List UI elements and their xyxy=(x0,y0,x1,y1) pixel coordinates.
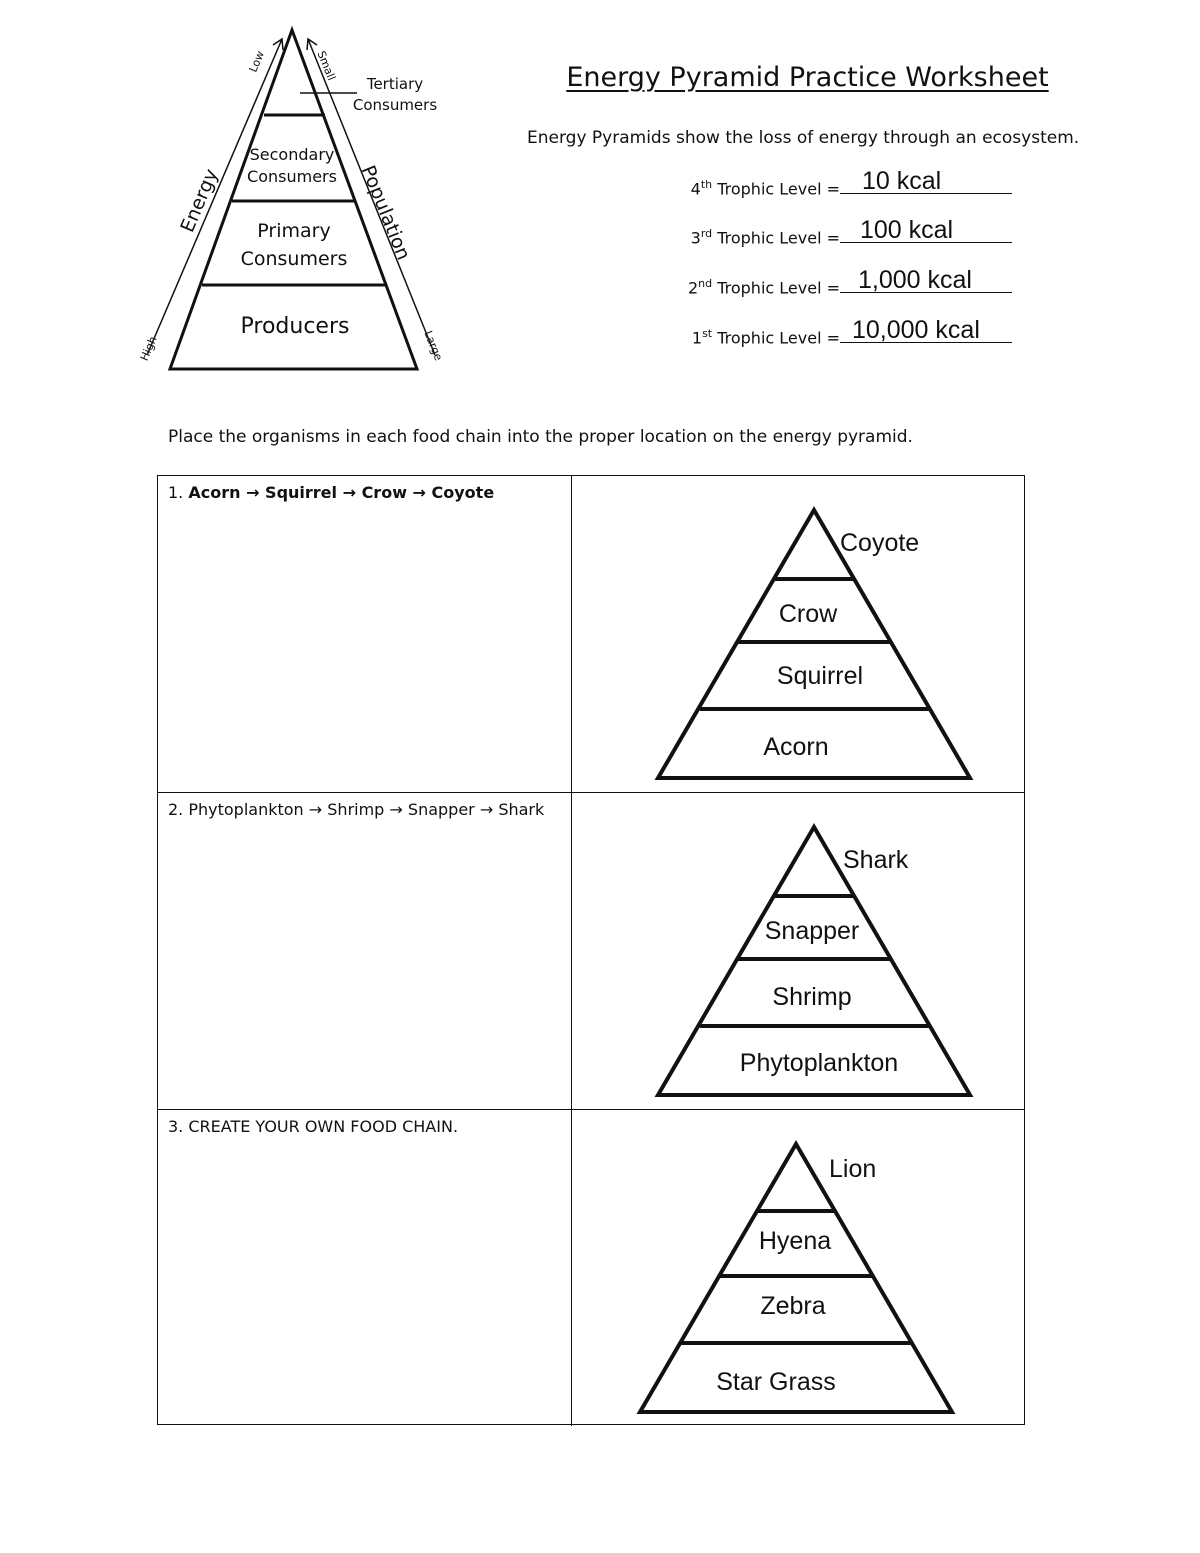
trophic-level-label: 3rd Trophic Level = xyxy=(690,226,840,247)
pyramid-level3-label: Hyena xyxy=(758,1227,832,1255)
pyramid-bottom-label: Star Grass xyxy=(716,1368,836,1396)
pyramid-top-label: Lion xyxy=(829,1155,877,1183)
food-chain-cell xyxy=(158,1110,572,1426)
producers-label: Producers xyxy=(240,314,350,339)
food-chain-pyramid xyxy=(572,476,1024,791)
pyramid-top-label: Coyote xyxy=(840,529,920,557)
food-chain-pyramid xyxy=(572,1110,1024,1425)
trophic-level-label: 1st Trophic Level = xyxy=(691,326,840,347)
food-chain-pyramid xyxy=(572,793,1024,1108)
pyramid-top-label: Shark xyxy=(843,846,909,874)
food-chain-text: 3. CREATE YOUR OWN FOOD CHAIN. xyxy=(168,1117,459,1136)
pyramid-bottom-label: Acorn xyxy=(763,733,829,761)
pyramid-level3-label: Snapper xyxy=(764,917,860,945)
trophic-level-label: 4th Trophic Level = xyxy=(690,177,840,198)
primary-label: Primary Consumers xyxy=(240,220,348,270)
table-row xyxy=(158,476,1024,793)
pyramid-cell xyxy=(572,793,1024,1109)
pyramid-cell xyxy=(572,476,1024,792)
table-row xyxy=(158,793,1024,1110)
energy-axis-high: High xyxy=(137,334,160,363)
secondary-label: Secondary Consumers xyxy=(247,145,337,186)
trophic-level-row xyxy=(600,315,1020,349)
intro-text: Energy Pyramids show the loss of energy through an ecosystem. xyxy=(527,128,1080,148)
instructions-text: Place the organisms in each food chain into the proper location on the energy pyramid. xyxy=(168,427,913,447)
trophic-level-value: 1,000 kcal xyxy=(858,266,972,294)
reference-energy-pyramid xyxy=(135,25,450,375)
population-axis-small: Small xyxy=(314,49,338,83)
trophic-level-value: 10,000 kcal xyxy=(852,316,980,344)
pyramid-level2-label: Zebra xyxy=(760,1292,826,1320)
pyramid-level2-label: Squirrel xyxy=(776,662,864,690)
energy-axis-label: Energy xyxy=(176,165,223,236)
table-row xyxy=(158,1110,1024,1426)
food-chain-table xyxy=(157,475,1025,1425)
food-chain-cell xyxy=(158,793,572,1109)
food-chain-text: 2. Phytoplankton → Shrimp → Snapper → Shark xyxy=(168,800,545,819)
food-chain-text: 1. Acorn → Squirrel → Crow → Coyote xyxy=(168,483,495,502)
trophic-level-row xyxy=(600,265,1020,299)
trophic-level-value: 10 kcal xyxy=(862,167,942,195)
energy-arrow-line xyxy=(147,39,282,355)
trophic-level-row xyxy=(600,215,1020,249)
population-axis-label: Population xyxy=(356,162,415,264)
energy-axis-low: Low xyxy=(246,49,267,75)
population-axis-large: Large xyxy=(421,328,446,363)
tertiary-label: Tertiary Consumers xyxy=(352,75,438,114)
pyramid-cell xyxy=(572,1110,1024,1426)
trophic-level-value: 100 kcal xyxy=(860,216,954,244)
worksheet-title: Energy Pyramid Practice Worksheet xyxy=(566,62,1049,93)
trophic-level-label: 2nd Trophic Level = xyxy=(687,276,840,297)
pyramid-level2-label: Shrimp xyxy=(772,983,852,1011)
pyramid-level3-label: Crow xyxy=(778,600,838,628)
food-chain-cell xyxy=(158,476,572,792)
trophic-level-row xyxy=(600,166,1020,200)
pyramid-bottom-label: Phytoplankton xyxy=(739,1049,899,1077)
